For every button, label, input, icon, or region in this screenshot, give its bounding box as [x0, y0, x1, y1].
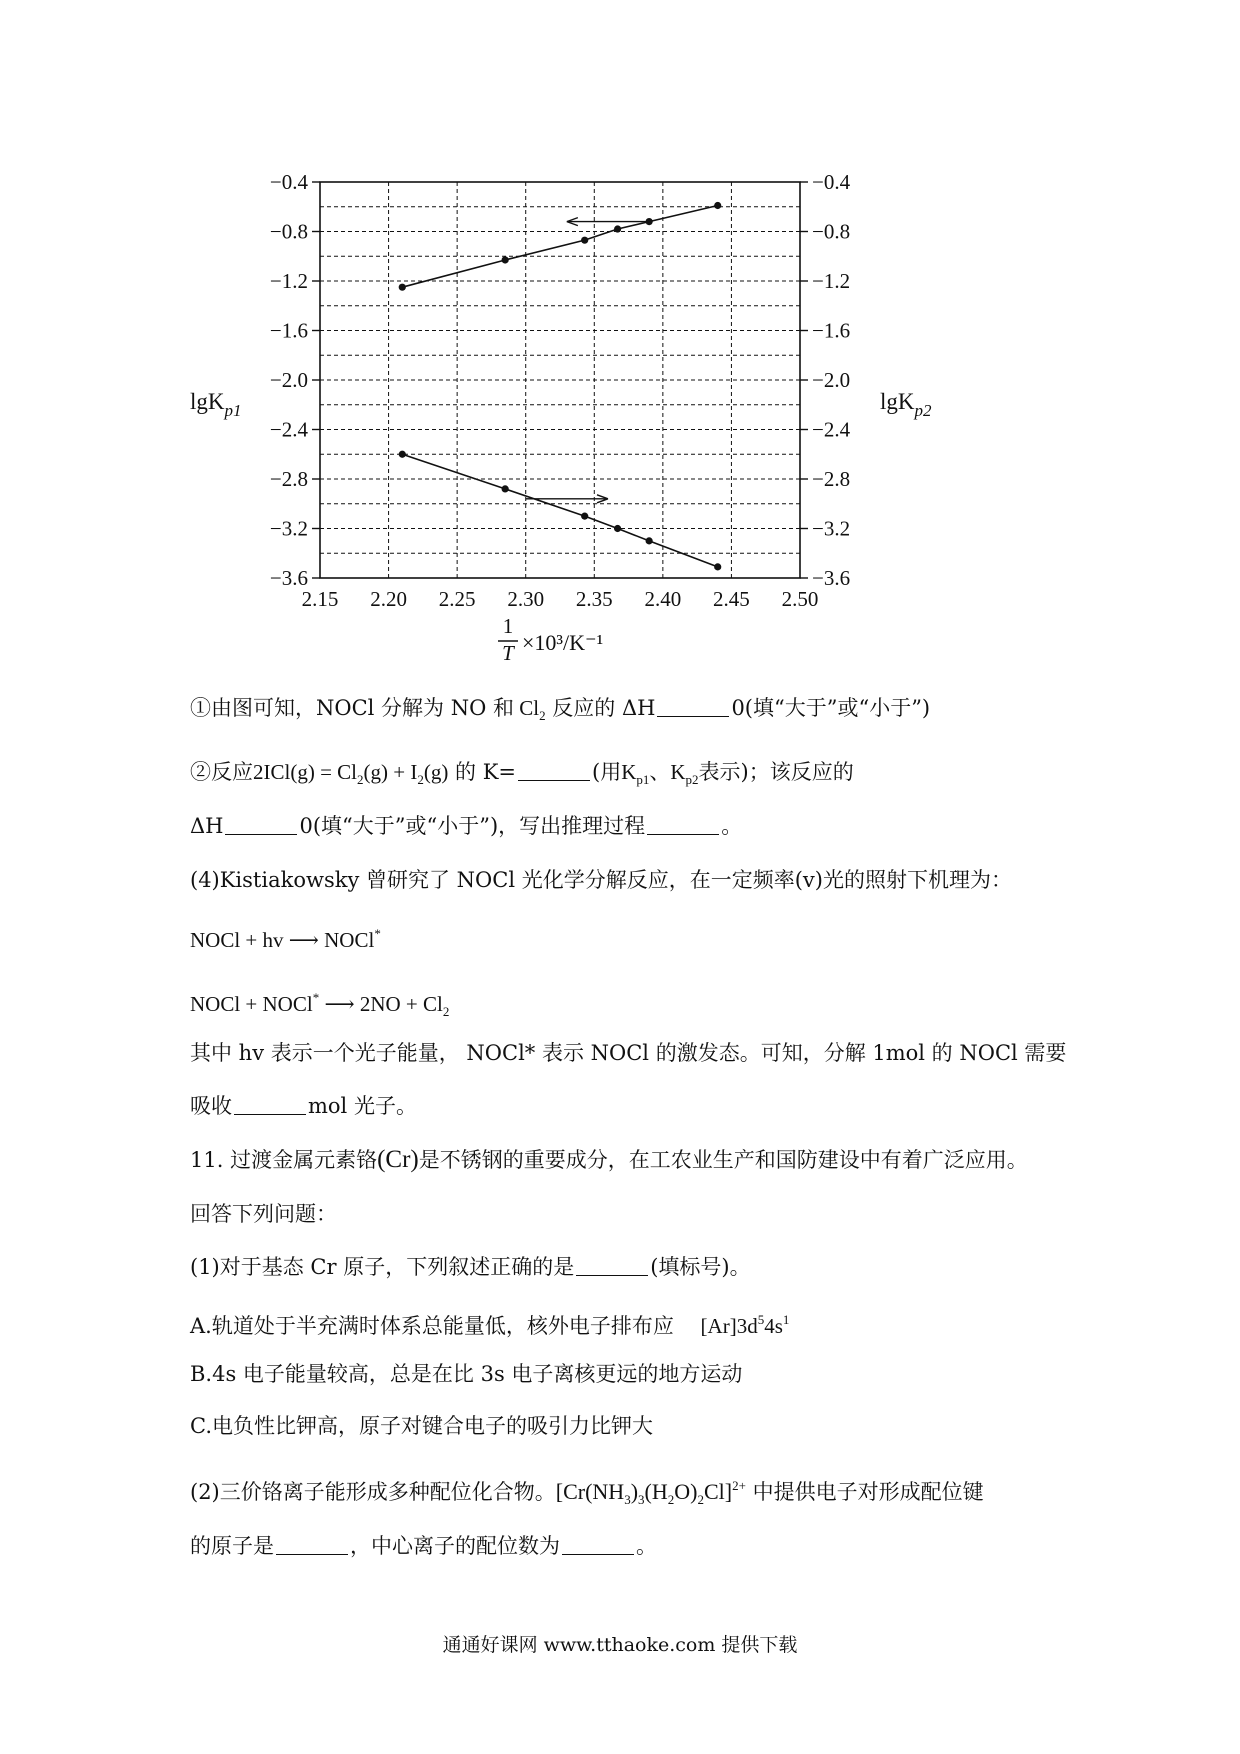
chart-series	[399, 202, 722, 571]
data-point	[399, 284, 406, 291]
x-tick-label: 2.15	[301, 587, 339, 611]
question-4-answer: 吸收 mol 光子。	[190, 1094, 417, 1118]
data-point	[714, 563, 721, 570]
x-tick-label: 2.20	[370, 587, 407, 611]
x-tick-label: 2.45	[713, 587, 750, 611]
question-1: ①由图可知，NOCl 分解为 NO 和 $Cl_2$ 反应的 ΔH 0(填“大于”或“小于”)	[190, 696, 931, 723]
left-tick-label: −2.0	[269, 368, 308, 392]
answer-blank[interactable]	[518, 760, 590, 781]
data-point	[646, 537, 653, 544]
question-4-intro: (4)Kistiakowsky 曾研究了 NOCl 光化学分解反应，在一定频率(v)光的照射下机理为：	[190, 868, 1012, 892]
data-point	[502, 256, 509, 263]
right-tick-label: −1.2	[812, 269, 851, 293]
question-2-continued: ΔH 0(填“大于”或“小于”)，写出推理过程 。	[190, 814, 743, 838]
right-axis-label: lgK$_{p2}$	[880, 389, 932, 420]
question-4-note: 其中 hv 表示一个光子能量， NOCl* 表示 NOCl 的激发态。可知，分解 1mol 的 NOCl 需要	[190, 1041, 1067, 1065]
right-tick-label: −2.8	[812, 467, 851, 491]
option-c: C.电负性比钾高，原子对键合电子的吸引力比钾大	[190, 1414, 653, 1438]
option-a: A.轨道处于半充满时体系总能量低，核外电子排布应 $[Ar]3d^54s^1$	[190, 1312, 790, 1338]
data-point	[581, 237, 588, 244]
x-tick-label: 2.35	[575, 587, 613, 611]
data-point	[614, 525, 621, 532]
answer-blank[interactable]	[234, 1094, 306, 1115]
left-tick-label: −3.6	[269, 566, 308, 590]
answer-blank[interactable]	[576, 1255, 648, 1276]
series-line-lgK_p2	[402, 206, 717, 288]
data-point	[502, 485, 509, 492]
chart	[0, 0, 1240, 700]
mechanism-step-1: NOCl + hv ⟶ NOCl*	[190, 926, 381, 952]
chart-arrows	[526, 218, 649, 503]
option-b: B.4s 电子能量较高，总是在比 3s 电子离核更远的地方运动	[190, 1362, 743, 1386]
data-point	[581, 513, 588, 520]
x-tick-label: 2.50	[781, 587, 819, 611]
data-point	[714, 202, 721, 209]
chart-ticks	[270, 170, 851, 611]
left-tick-label: −1.2	[269, 269, 308, 293]
question-11-intro: 11. 过渡金属元素铬(Cr)是不锈钢的重要成分，在工农业生产和国防建设中有着广泛应用。	[190, 1146, 1028, 1173]
right-tick-label: −0.8	[812, 219, 851, 244]
left-tick-label: −0.4	[269, 170, 308, 194]
chart-grid	[320, 182, 800, 578]
left-tick-label: −3.2	[269, 516, 308, 541]
x-axis-label-denominator: T	[502, 641, 514, 665]
answer-blank[interactable]	[276, 1534, 348, 1555]
data-point	[399, 451, 406, 458]
answer-blank[interactable]	[647, 814, 719, 835]
question-11-prompt: 回答下列问题：	[190, 1202, 337, 1226]
right-tick-label: −1.6	[812, 318, 851, 343]
footer: 通通好课网 www.tthaoke.com 提供下载	[442, 1634, 798, 1656]
data-point	[614, 225, 621, 232]
question-11-part-1: (1)对于基态 Cr 原子，下列叙述正确的是 (填标号)。	[190, 1255, 751, 1279]
answer-blank[interactable]	[225, 814, 297, 835]
series-line-lgK_p1	[402, 454, 717, 567]
x-axis-label-units: ×10³/K⁻¹	[522, 630, 604, 655]
question-11-part-2-continued: 的原子是 ，中心离子的配位数为 。	[190, 1534, 657, 1558]
right-tick-label: −3.6	[812, 566, 851, 590]
right-tick-label: −2.4	[812, 417, 851, 442]
left-tick-label: −1.6	[269, 318, 308, 343]
x-axis-label-numerator: 1	[502, 614, 514, 638]
x-tick-label: 2.40	[644, 587, 682, 611]
left-tick-label: −2.4	[269, 417, 308, 442]
right-tick-label: −2.0	[812, 368, 851, 392]
right-tick-label: −0.4	[812, 170, 851, 194]
answer-blank[interactable]	[657, 696, 729, 717]
x-tick-label: 2.30	[507, 587, 545, 611]
question-11-part-2: (2)三价铬离子能形成多种配位化合物。$[Cr(NH_3)_3(H_2O)_2Cl]^{2+}$ 中提供电子对形成配位键	[190, 1478, 984, 1507]
left-axis-label: lgK$_{p1}$	[190, 389, 242, 420]
question-2: ②反应$2ICl(g) = Cl_2(g) + I_2(g)$ 的 K= (用$K_{p1}$、$K_{p2}$表示)；该反应的	[190, 760, 854, 787]
left-tick-label: −0.8	[269, 219, 308, 244]
answer-blank[interactable]	[562, 1534, 634, 1555]
left-tick-label: −2.8	[269, 467, 308, 491]
x-tick-label: 2.25	[438, 587, 476, 611]
right-tick-label: −3.2	[812, 516, 851, 541]
mechanism-step-2: NOCl + NOCl* ⟶ $2NO + Cl_2$	[190, 990, 450, 1019]
